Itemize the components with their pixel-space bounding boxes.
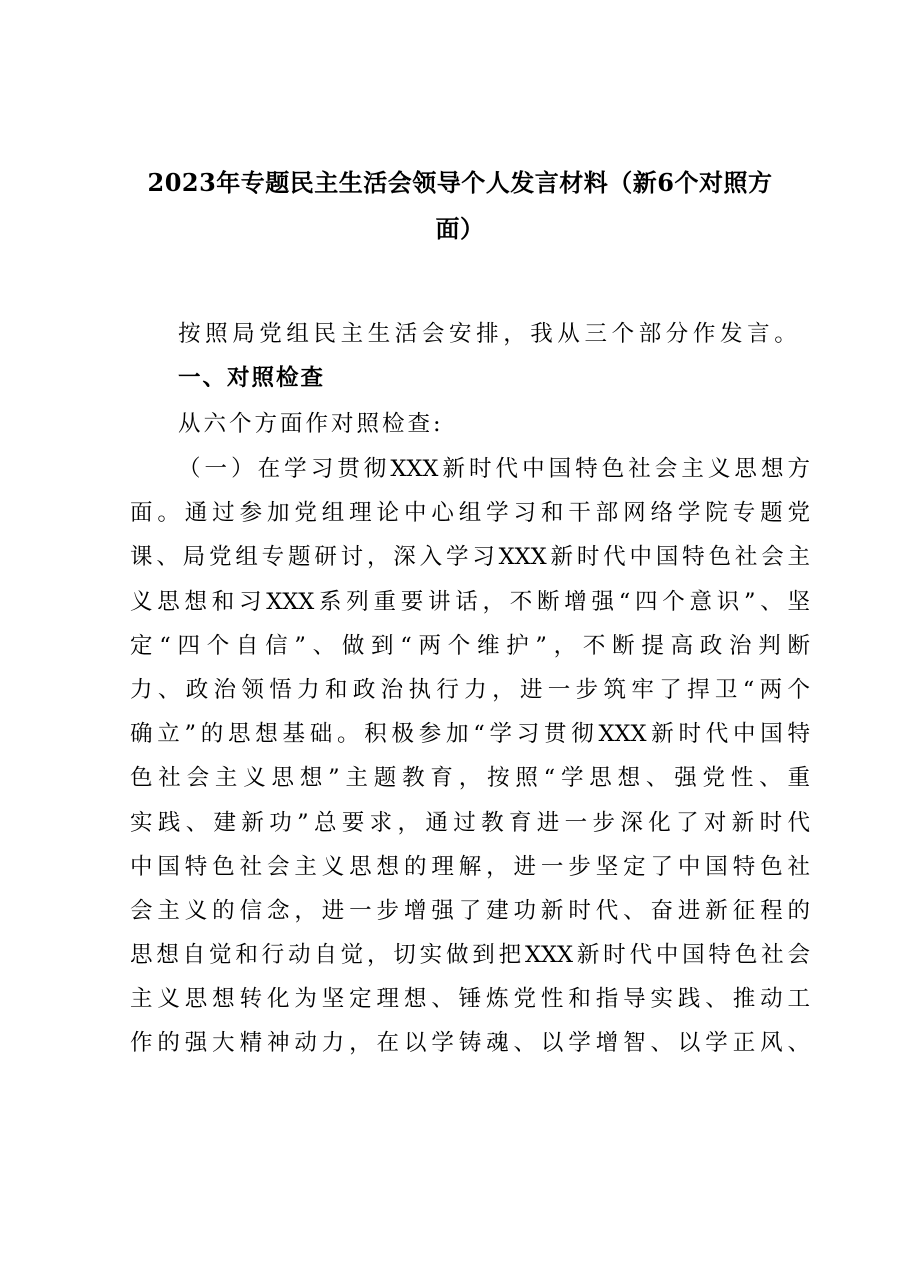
body-line: 色社会主义思想”主题教育，按照“学思想、强党性、重 [130,765,810,792]
body-line: 实践、建新功”总要求，通过教育进一步深化了对新时代 [130,809,810,836]
title-line-2: 面） [435,214,485,243]
body-line: 定“四个自信”、做到“两个维护”，不断提高政治判断 [130,632,810,659]
body-line: 面。通过参加党组理论中心组学习和干部网络学院专题党 [130,500,810,527]
body-line: 义思想和习XXX系列重要讲话，不断增强“四个意识”、坚 [130,588,810,615]
body-line: 中国特色社会主义思想的理解，进一步坚定了中国特色社 [130,853,810,880]
section-intro: 从六个方面作对照检查: [178,411,444,437]
body-line: 课、局党组专题研讨，深入学习XXX新时代中国特色社会主 [130,544,810,571]
body-line: （一）在学习贯彻XXX新时代中国特色社会主义思想方 [178,456,810,482]
document-title [120,160,800,252]
section-heading: 一、对照检查 [178,365,326,391]
intro-paragraph: 按照局党组民主生活会安排，我从三个部分作发言。 [178,321,802,347]
body-paragraph [130,447,810,1066]
body-line: 确立”的思想基础。积极参加“学习贯彻XXX新时代中国特 [130,721,810,748]
body-line: 主义思想转化为坚定理想、锤炼党性和指导实践、推动工 [130,986,810,1013]
body-line: 会主义的信念，进一步增强了建功新时代、奋进新征程的 [130,897,810,924]
body-line: 作的强大精神动力，在以学铸魂、以学增智、以学正风、 [130,1030,810,1057]
body-line: 力、政治领悟力和政治执行力，进一步筑牢了捍卫“两个 [130,676,810,703]
title-line-1: 2023年专题民主生活会领导个人发言材料（新6个对照方 [147,168,773,197]
body-line: 思想自觉和行动自觉，切实做到把XXX新时代中国特色社会 [130,942,810,969]
